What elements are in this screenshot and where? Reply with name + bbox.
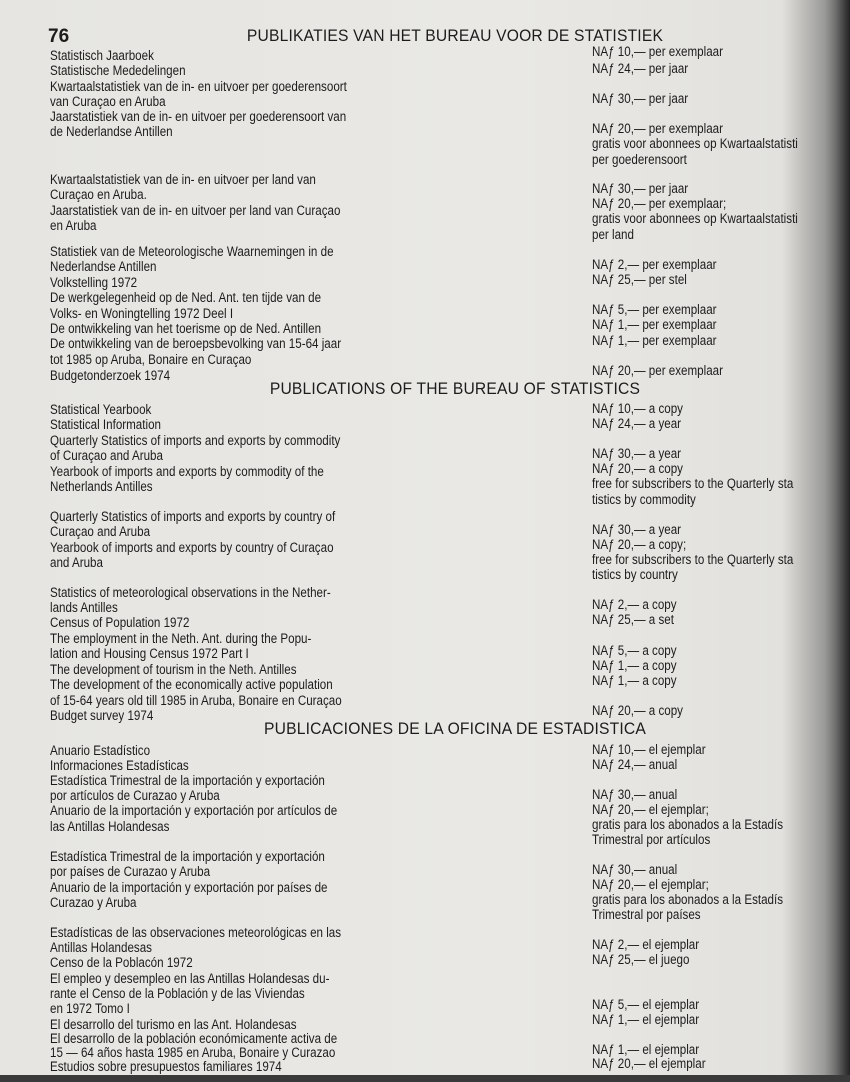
price-line: NAƒ 25,— el juego	[592, 952, 690, 967]
publication-title-line: The employment in the Neth. Ant. during the Popu-	[50, 631, 312, 646]
publication-title-line: and Aruba	[50, 555, 103, 570]
publication-title-line: Statistiek van de Meteorologische Waarnemingen in de	[50, 244, 334, 259]
price-line: Trimestral por artículos	[592, 832, 711, 847]
publication-title-line: en Aruba	[50, 218, 97, 233]
publication-title-line: Yearbook of imports and exports by commodity of the	[50, 464, 324, 479]
publication-title-line: De ontwikkeling van de beroepsbevolking van 15-64 jaar	[50, 336, 342, 351]
price-line: NAƒ 24,— per jaar	[592, 61, 689, 76]
publication-title-line: Statistical Yearbook	[50, 402, 152, 417]
page-bottom-edge	[0, 1075, 850, 1082]
price-line: NAƒ 20,— el ejemplar;	[592, 877, 709, 892]
price-line: Trimestral por países	[592, 907, 701, 922]
publication-title-line: van Curaçao en Aruba	[50, 94, 166, 109]
publication-title-line: Estadísticas de las observaciones meteorológicas en las	[50, 925, 342, 940]
price-line: NAƒ 30,— per jaar	[592, 91, 689, 106]
publication-title-line: Anuario de la importación y exportación por artículos de	[50, 803, 338, 818]
publication-title-line: Volks- en Woningtelling 1972 Deel I	[50, 306, 234, 321]
publication-title-line: Antillas Holandesas	[50, 940, 152, 955]
price-line: NAƒ 5,— el ejemplar	[592, 997, 700, 1012]
section-heading: PUBLICATIONS OF THE BUREAU OF STATISTICS	[269, 379, 641, 398]
publication-title-line: Statistical Information	[50, 417, 161, 432]
publication-title-line: Budgetonderzoek 1974	[50, 368, 171, 383]
publication-title-line: lands Antilles	[50, 600, 118, 615]
publication-title-line: Kwartaalstatistiek van de in- en uitvoer per land van	[50, 172, 316, 187]
price-line: NAƒ 2,— per exemplaar	[592, 257, 717, 272]
price-line: NAƒ 20,— el ejemplar	[592, 1056, 706, 1071]
section-heading: PUBLIKATIES VAN HET BUREAU VOOR DE STATISTIEK	[246, 26, 664, 45]
publication-title-line: Volkstelling 1972	[50, 275, 138, 290]
price-line: NAƒ 1,— a copy	[592, 658, 677, 673]
publication-title-line: Informaciones Estadísticas	[50, 758, 189, 773]
section-heading: PUBLICACIONES DE LA OFICINA DE ESTADISTICA	[263, 719, 647, 738]
publication-title-line: Statistische Mededelingen	[50, 63, 186, 78]
price-line: NAƒ 10,— el ejemplar	[592, 742, 706, 757]
price-line: NAƒ 1,— el ejemplar	[592, 1042, 700, 1057]
price-line: NAƒ 20,— a copy;	[592, 537, 687, 552]
price-line: NAƒ 1,— el ejemplar	[592, 1012, 700, 1027]
price-line: NAƒ 30,— a year	[592, 446, 682, 461]
publication-title-line: El desarrollo del turismo en las Ant. Holandesas	[50, 1017, 297, 1032]
price-line: NAƒ 5,— per exemplaar	[592, 302, 717, 317]
publication-title-line: of Curaçao and Aruba	[50, 448, 163, 463]
publication-title-line: The development of tourism in the Neth. Antilles	[50, 662, 297, 677]
publication-title-line: Netherlands Antilles	[50, 479, 153, 494]
publication-title-line: El desarrollo de la población económicamente activa de	[50, 1031, 338, 1046]
publication-title-line: Estadística Trimestral de la importación y exportación	[50, 773, 325, 788]
price-line: per goederensoort	[592, 152, 687, 167]
page-number: 76	[48, 26, 70, 47]
publication-title-line: lation and Housing Census 1972 Part I	[50, 646, 249, 661]
price-line: gratis voor abonnees op Kwartaalstatisti	[592, 136, 798, 151]
publication-title-line: Anuario Estadístico	[50, 743, 151, 758]
price-line: NAƒ 2,— el ejemplar	[592, 937, 700, 952]
price-line: NAƒ 5,— a copy	[592, 643, 677, 658]
price-line: free for subscribers to the Quarterly sta	[592, 476, 794, 491]
publication-title-line: De werkgelegenheid op de Ned. Ant. ten tijde van de	[50, 290, 322, 305]
price-line: NAƒ 20,— per exemplaar	[592, 121, 724, 136]
publication-title-line: tot 1985 op Aruba, Bonaire en Curaçao	[50, 352, 252, 367]
publication-title-line: De ontwikkeling van het toerisme op de Ned. Antillen	[50, 321, 322, 336]
publication-title-line: Quarterly Statistics of imports and exports by commodity	[50, 433, 341, 448]
publication-title-line: Statistisch Jaarboek	[50, 48, 154, 63]
price-line: NAƒ 25,— a set	[592, 612, 674, 627]
price-line: NAƒ 30,— per jaar	[592, 181, 689, 196]
price-line: NAƒ 20,— per exemplaar;	[592, 196, 727, 211]
price-line: tistics by commodity	[592, 492, 696, 507]
publication-title-line: Kwartaalstatistiek van de in- en uitvoer per goederensoort	[50, 79, 347, 94]
price-line: free for subscribers to the Quarterly sta	[592, 552, 794, 567]
price-line: per land	[592, 227, 634, 242]
page-binding-shadow	[834, 0, 850, 1082]
price-line: tistics by country	[592, 567, 678, 582]
publication-title-line: Curazao y Aruba	[50, 895, 137, 910]
price-line: gratis para los abonados a la Estadís	[592, 817, 784, 832]
publication-title-line: The development of the economically active population	[50, 677, 333, 692]
price-line: NAƒ 2,— a copy	[592, 597, 677, 612]
price-line: NAƒ 20,— a copy	[592, 703, 683, 718]
price-line: NAƒ 25,— per stel	[592, 272, 687, 287]
publication-title-line: en 1972 Tomo I	[50, 1001, 130, 1016]
price-line: NAƒ 20,— per exemplaar	[592, 363, 724, 378]
publication-title-line: Census of Population 1972	[50, 615, 190, 630]
price-line: NAƒ 1,— per exemplaar	[592, 333, 717, 348]
price-line: NAƒ 20,— a copy	[592, 461, 683, 476]
publication-title-line: 15 — 64 años hasta 1985 en Aruba, Bonaire y Curazao	[50, 1045, 336, 1060]
price-line: NAƒ 24,— a year	[592, 416, 682, 431]
publication-title-line: por países de Curazao y Aruba	[50, 864, 211, 879]
publication-title-line: El empleo y desempleo en las Antillas Holandesas du-	[50, 971, 330, 986]
price-line: gratis para los abonados a la Estadís	[592, 892, 784, 907]
price-line: NAƒ 30,— anual	[592, 862, 678, 877]
publication-title-line: Jaarstatistiek van de in- en uitvoer per goederensoort van	[50, 109, 347, 124]
publication-title-line: Quarterly Statistics of imports and exports by country of	[50, 509, 336, 524]
publication-title-line: Censo de la Poblacón 1972	[50, 955, 193, 970]
publication-title-line: Yearbook of imports and exports by country of Curaçao	[50, 540, 334, 555]
publication-title-line: de Nederlandse Antillen	[50, 124, 173, 139]
publication-title-line: Budget survey 1974	[50, 708, 154, 723]
price-line: NAƒ 1,— per exemplaar	[592, 317, 717, 332]
price-line: NAƒ 1,— a copy	[592, 673, 677, 688]
publication-title-line: Estadística Trimestral de la importación y exportación	[50, 849, 325, 864]
price-line: NAƒ 30,— anual	[592, 787, 678, 802]
publication-title-line: rante el Censo de la Población y de las Viviendas	[50, 986, 305, 1001]
price-line: NAƒ 24,— anual	[592, 757, 678, 772]
publication-title-line: Anuario de la importación y exportación por países de	[50, 880, 328, 895]
price-line: NAƒ 30,— a year	[592, 522, 682, 537]
price-line: NAƒ 10,— a copy	[592, 401, 683, 416]
price-line: NAƒ 10,— per exemplaar	[592, 44, 724, 59]
publication-title-line: Curaçao and Aruba	[50, 524, 151, 539]
price-line: NAƒ 20,— el ejemplar;	[592, 802, 709, 817]
publication-title-line: Jaarstatistiek van de in- en uitvoer per land van Curaçao	[50, 203, 341, 218]
publication-title-line: of 15-64 years old till 1985 in Aruba, Bonaire en Curaçao	[50, 693, 342, 708]
publication-title-line: por artículos de Curazao y Aruba	[50, 788, 220, 803]
publication-title-line: Nederlandse Antillen	[50, 259, 157, 274]
publication-title-line: Estudios sobre presupuestos familiares 1974	[50, 1059, 282, 1074]
publication-title-line: Statistics of meteorological observations in the Nether-	[50, 585, 331, 600]
publication-title-line: Curaçao en Aruba.	[50, 187, 147, 202]
price-line: gratis voor abonnees op Kwartaalstatisti	[592, 211, 798, 226]
publication-title-line: las Antillas Holandesas	[50, 819, 170, 834]
